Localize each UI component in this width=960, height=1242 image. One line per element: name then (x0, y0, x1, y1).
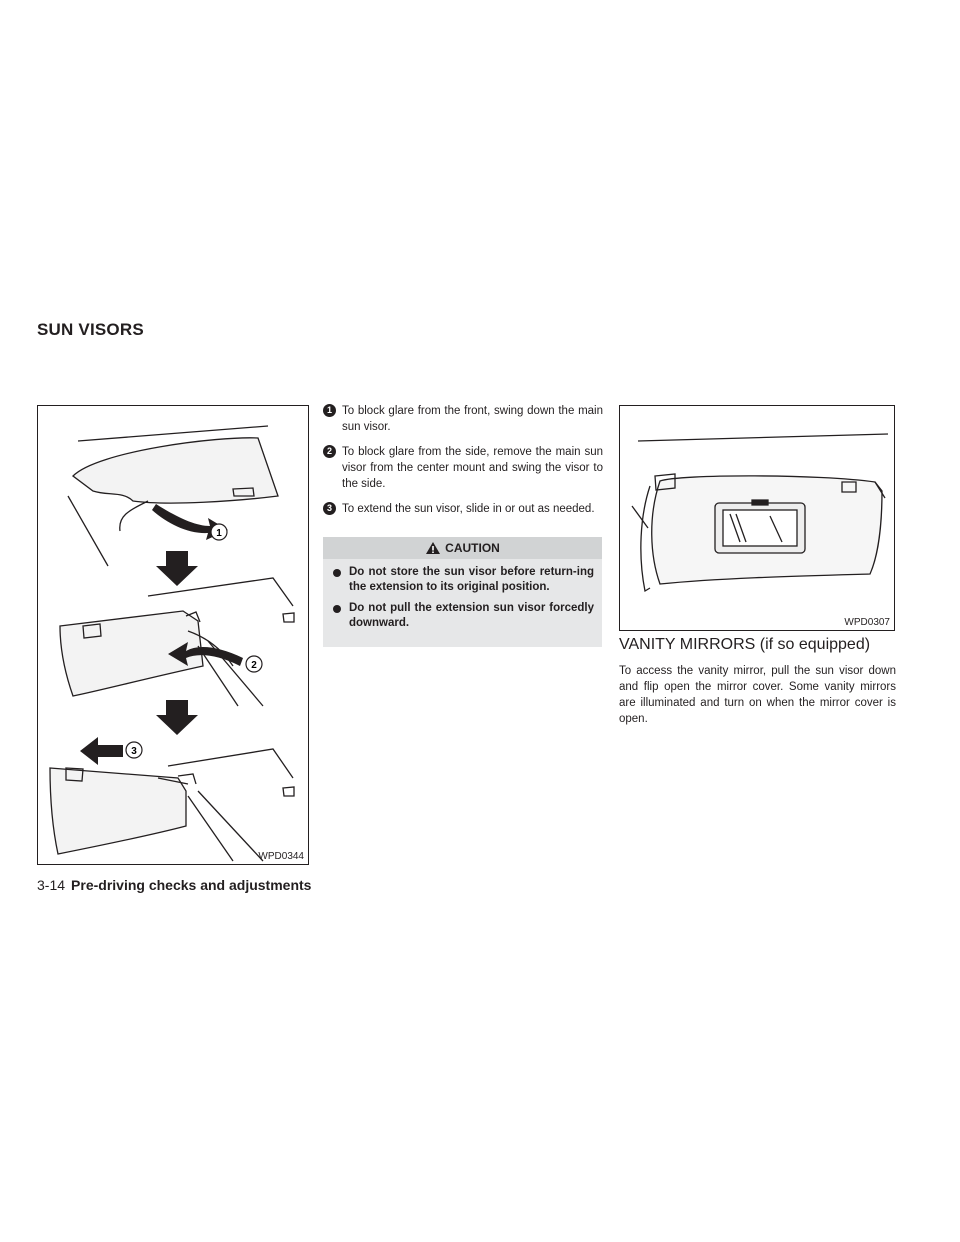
vanity-mirrors-heading: VANITY MIRRORS (if so equipped) (619, 636, 871, 653)
callout-3-label: 3 (131, 746, 137, 757)
down-arrow-1 (156, 551, 198, 586)
callout-2-label: 2 (251, 660, 257, 671)
figure-code: WPD0344 (258, 851, 304, 862)
step-text: To block glare from the front, swing down the main sun visor. (342, 405, 603, 433)
caution-title: CAUTION (445, 541, 500, 555)
caution-item: Do not store the sun visor before return-ing the extension to its original position. (331, 565, 594, 595)
step-item (323, 501, 603, 517)
step-number-badge: 3 (323, 502, 336, 515)
arrow-3 (80, 737, 123, 765)
step-item (323, 403, 603, 435)
down-arrow-2 (156, 700, 198, 735)
caution-item: Do not pull the extension sun visor forcedly downward. (331, 601, 594, 631)
vanity-mirror-figure (619, 405, 895, 631)
step-text: To block glare from the side, remove the main sun visor from the center mount and swing the visor to the side. (342, 446, 603, 490)
page-footer (37, 877, 311, 893)
sun-visor-figure (37, 405, 309, 865)
step-item (323, 444, 603, 492)
caution-box (323, 537, 602, 647)
step-number-badge: 2 (323, 445, 336, 458)
caution-list (323, 559, 602, 631)
sun-visor-illustration (38, 406, 308, 864)
vanity-mirrors-body: To access the vanity mirror, pull the sun visor down and flip open the mirror cover. Some vanity mirrors are illuminated and turn on when the mirror cover is open. (619, 665, 896, 725)
warning-icon (425, 541, 441, 555)
page-number: 3-14 (37, 877, 66, 893)
chapter-title: Pre-driving checks and adjustments (71, 877, 312, 893)
step-number-badge: 1 (323, 404, 336, 417)
figure-code: WPD0307 (844, 617, 890, 628)
step-text: To extend the sun visor, slide in or out as needed. (342, 503, 595, 515)
caution-header (323, 537, 602, 559)
steps-list (323, 403, 603, 526)
callout-1-label: 1 (216, 528, 222, 539)
section-title: SUN VISORS (37, 320, 144, 339)
vanity-mirror-illustration (620, 406, 894, 630)
